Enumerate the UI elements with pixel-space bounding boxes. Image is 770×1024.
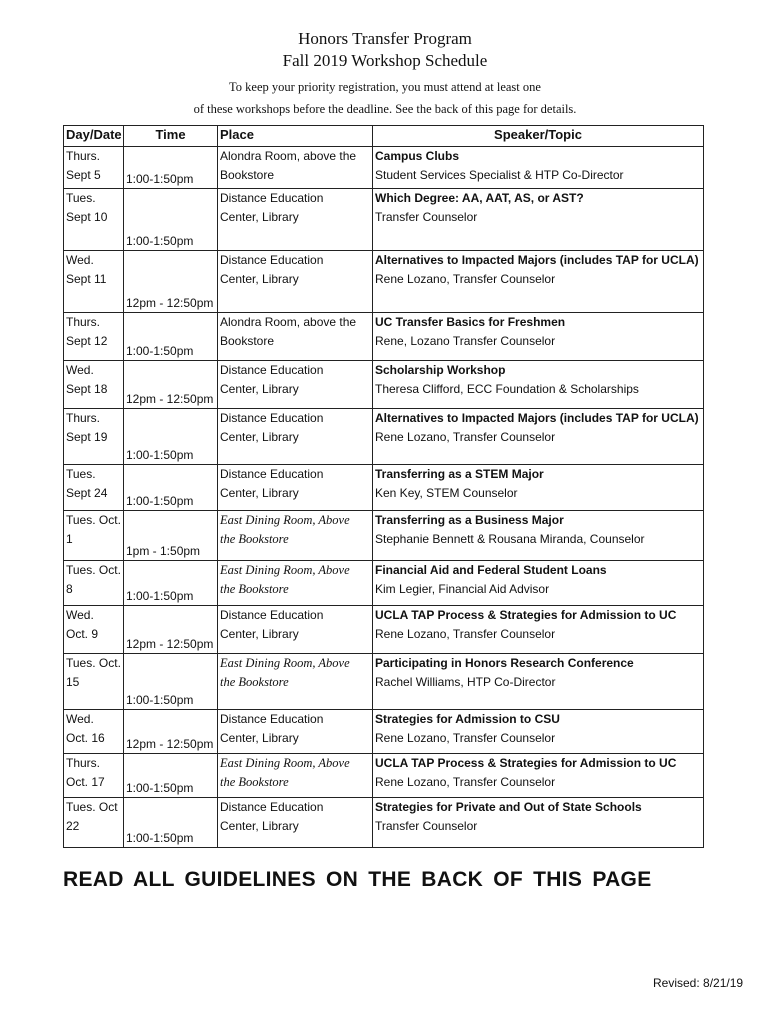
speaker-name: Stephanie Bennett & Rousana Miranda, Counselor bbox=[375, 531, 645, 546]
place-line: Alondra Room, above the bbox=[220, 149, 357, 163]
table-row bbox=[64, 409, 704, 465]
place-cell bbox=[218, 189, 373, 251]
time-cell: 12pm - 12:50pm bbox=[124, 606, 218, 654]
place-line: Distance Education bbox=[220, 363, 324, 377]
day-date-cell bbox=[64, 754, 124, 798]
place-line: Distance Education bbox=[220, 253, 324, 267]
place-line: Distance Education bbox=[220, 712, 324, 726]
place-cell bbox=[218, 361, 373, 409]
speaker-name: Rene Lozano, Transfer Counselor bbox=[375, 774, 556, 789]
place-line: Center, Library bbox=[220, 818, 299, 833]
place-line: Distance Education bbox=[220, 800, 324, 814]
place-line: Center, Library bbox=[220, 730, 299, 745]
table-row bbox=[64, 465, 704, 511]
speaker-topic-cell bbox=[373, 654, 704, 710]
day-date-line: 22 bbox=[66, 818, 80, 833]
day-date-line: Thurs. bbox=[66, 756, 101, 770]
place-line: the Bookstore bbox=[220, 581, 289, 596]
table-row bbox=[64, 251, 704, 313]
day-date-line: Oct. 17 bbox=[66, 774, 105, 789]
day-date-line: Tues. Oct bbox=[66, 800, 118, 814]
place-line: East Dining Room, Above bbox=[220, 563, 350, 577]
workshop-topic: UC Transfer Basics for Freshmen bbox=[375, 315, 566, 329]
place-line: East Dining Room, Above bbox=[220, 756, 350, 770]
workshop-topic: Strategies for Private and Out of State Schools bbox=[375, 800, 642, 814]
speaker-name: Rene Lozano, Transfer Counselor bbox=[375, 730, 556, 745]
time-cell: 1:00-1:50pm bbox=[124, 465, 218, 511]
speaker-name: Ken Key, STEM Counselor bbox=[375, 485, 518, 500]
place-line: Bookstore bbox=[220, 333, 275, 348]
speaker-topic-cell bbox=[373, 710, 704, 754]
day-date-line: 1 bbox=[66, 531, 73, 546]
day-date-line: Sept 11 bbox=[66, 271, 107, 286]
place-line: Alondra Room, above the bbox=[220, 315, 357, 329]
place-line: East Dining Room, Above bbox=[220, 513, 350, 527]
day-date-cell bbox=[64, 409, 124, 465]
speaker-name: Theresa Clifford, ECC Foundation & Scholarships bbox=[375, 381, 639, 396]
place-cell bbox=[218, 313, 373, 361]
day-date-line: Tues. Oct. bbox=[66, 563, 121, 577]
speaker-topic-cell bbox=[373, 465, 704, 511]
day-date-line: Oct. 9 bbox=[66, 626, 99, 641]
day-date-cell bbox=[64, 511, 124, 561]
place-line: Bookstore bbox=[220, 167, 275, 182]
program-title: Honors Transfer Program bbox=[298, 29, 472, 48]
table-row bbox=[64, 710, 704, 754]
workshop-topic: Transferring as a Business Major bbox=[375, 513, 564, 527]
table-row bbox=[64, 654, 704, 710]
place-line: Center, Library bbox=[220, 381, 299, 396]
day-date-cell bbox=[64, 561, 124, 606]
day-date-line: Sept 5 bbox=[66, 167, 101, 182]
place-line: Distance Education bbox=[220, 467, 324, 481]
time-cell: 1:00-1:50pm bbox=[124, 654, 218, 710]
speaker-topic-cell bbox=[373, 606, 704, 654]
table-row bbox=[64, 798, 704, 848]
workshop-topic: Scholarship Workshop bbox=[375, 363, 506, 377]
workshop-topic: UCLA TAP Process & Strategies for Admission to UC bbox=[375, 756, 677, 770]
speaker-topic-cell bbox=[373, 313, 704, 361]
speaker-topic-cell bbox=[373, 409, 704, 465]
place-cell bbox=[218, 561, 373, 606]
place-cell bbox=[218, 798, 373, 848]
speaker-name: Kim Legier, Financial Aid Advisor bbox=[375, 581, 550, 596]
place-cell bbox=[218, 465, 373, 511]
time-cell: 1:00-1:50pm bbox=[124, 189, 218, 251]
day-date-cell bbox=[64, 189, 124, 251]
schedule-title: Fall 2019 Workshop Schedule bbox=[282, 51, 488, 70]
speaker-topic-cell bbox=[373, 511, 704, 561]
workshop-schedule-table bbox=[63, 125, 704, 848]
speaker-name: Rachel Williams, HTP Co-Director bbox=[375, 674, 556, 689]
speaker-name: Transfer Counselor bbox=[375, 209, 478, 224]
time-cell: 12pm - 12:50pm bbox=[124, 710, 218, 754]
place-line: the Bookstore bbox=[220, 674, 289, 689]
speaker-name: Rene Lozano, Transfer Counselor bbox=[375, 271, 556, 286]
day-date-line: Thurs. bbox=[66, 411, 101, 425]
day-date-line: Wed. bbox=[66, 712, 94, 726]
day-date-cell bbox=[64, 654, 124, 710]
time-cell: 1pm - 1:50pm bbox=[124, 511, 218, 561]
place-line: the Bookstore bbox=[220, 531, 289, 546]
workshop-topic: Campus Clubs bbox=[375, 149, 460, 163]
document-header bbox=[0, 28, 770, 120]
time-cell: 1:00-1:50pm bbox=[124, 147, 218, 189]
time-cell: 1:00-1:50pm bbox=[124, 313, 218, 361]
table-header-row bbox=[64, 126, 704, 147]
workshop-topic: Financial Aid and Federal Student Loans bbox=[375, 563, 607, 577]
speaker-name: Student Services Specialist & HTP Co-Director bbox=[375, 167, 624, 182]
day-date-line: Tues. Oct. bbox=[66, 656, 121, 670]
place-line: Center, Library bbox=[220, 429, 299, 444]
day-date-cell bbox=[64, 798, 124, 848]
speaker-topic-cell bbox=[373, 189, 704, 251]
column-header-day: Day/Date bbox=[64, 126, 124, 147]
day-date-line: Sept 18 bbox=[66, 381, 108, 396]
day-date-cell bbox=[64, 147, 124, 189]
day-date-line: Wed. bbox=[66, 608, 94, 622]
day-date-line: Tues. bbox=[66, 467, 96, 481]
time-cell: 1:00-1:50pm bbox=[124, 409, 218, 465]
time-cell: 12pm - 12:50pm bbox=[124, 251, 218, 313]
place-line: East Dining Room, Above bbox=[220, 656, 350, 670]
table-row bbox=[64, 189, 704, 251]
workshop-topic: Which Degree: AA, AAT, AS, or AST? bbox=[375, 191, 584, 205]
revised-date: Revised: 8/21/19 bbox=[653, 976, 744, 990]
time-cell: 1:00-1:50pm bbox=[124, 561, 218, 606]
place-line: Center, Library bbox=[220, 209, 299, 224]
intro-note-line2: of these workshops before the deadline. See the back of this page for details. bbox=[193, 102, 577, 116]
place-cell bbox=[218, 147, 373, 189]
table-row bbox=[64, 147, 704, 189]
place-cell bbox=[218, 511, 373, 561]
speaker-topic-cell bbox=[373, 251, 704, 313]
day-date-line: 15 bbox=[66, 674, 80, 689]
day-date-line: Wed. bbox=[66, 253, 94, 267]
day-date-cell bbox=[64, 465, 124, 511]
speaker-topic-cell bbox=[373, 561, 704, 606]
place-cell bbox=[218, 754, 373, 798]
day-date-line: Sept 24 bbox=[66, 485, 108, 500]
intro-note-line1: To keep your priority registration, you must attend at least one bbox=[229, 80, 541, 94]
table-row bbox=[64, 754, 704, 798]
day-date-line: Thurs. bbox=[66, 149, 101, 163]
place-line: Center, Library bbox=[220, 626, 299, 641]
guidelines-notice: READ ALL GUIDELINES ON THE BACK OF THIS PAGE bbox=[63, 868, 652, 891]
speaker-topic-cell bbox=[373, 147, 704, 189]
speaker-name: Rene Lozano, Transfer Counselor bbox=[375, 429, 556, 444]
day-date-line: Sept 19 bbox=[66, 429, 108, 444]
place-cell bbox=[218, 409, 373, 465]
day-date-cell bbox=[64, 361, 124, 409]
workshop-topic: Participating in Honors Research Conference bbox=[375, 656, 634, 670]
place-line: Distance Education bbox=[220, 608, 324, 622]
column-header-place: Place bbox=[218, 126, 373, 147]
place-line: Distance Education bbox=[220, 411, 324, 425]
day-date-cell bbox=[64, 710, 124, 754]
day-date-cell bbox=[64, 606, 124, 654]
speaker-name: Rene Lozano, Transfer Counselor bbox=[375, 626, 556, 641]
place-cell bbox=[218, 710, 373, 754]
table-row bbox=[64, 313, 704, 361]
place-line: Distance Education bbox=[220, 191, 324, 205]
schedule-body bbox=[64, 147, 704, 848]
speaker-topic-cell bbox=[373, 361, 704, 409]
workshop-topic: UCLA TAP Process & Strategies for Admission to UC bbox=[375, 608, 677, 622]
workshop-topic: Alternatives to Impacted Majors (includes TAP for UCLA) bbox=[375, 253, 699, 267]
column-header-time: Time bbox=[124, 126, 218, 147]
table-row bbox=[64, 361, 704, 409]
time-cell: 1:00-1:50pm bbox=[124, 798, 218, 848]
workshop-topic: Strategies for Admission to CSU bbox=[375, 712, 560, 726]
day-date-cell bbox=[64, 251, 124, 313]
day-date-cell bbox=[64, 313, 124, 361]
day-date-line: Tues. bbox=[66, 191, 96, 205]
workshop-topic: Alternatives to Impacted Majors (includes TAP for UCLA) bbox=[375, 411, 699, 425]
day-date-line: Thurs. bbox=[66, 315, 101, 329]
place-cell bbox=[218, 606, 373, 654]
speaker-topic-cell bbox=[373, 754, 704, 798]
day-date-line: Sept 12 bbox=[66, 333, 108, 348]
place-cell bbox=[218, 654, 373, 710]
place-line: the Bookstore bbox=[220, 774, 289, 789]
table-row bbox=[64, 561, 704, 606]
place-line: Center, Library bbox=[220, 271, 299, 286]
day-date-line: Tues. Oct. bbox=[66, 513, 121, 527]
workshop-topic: Transferring as a STEM Major bbox=[375, 467, 544, 481]
speaker-name: Transfer Counselor bbox=[375, 818, 478, 833]
speaker-topic-cell bbox=[373, 798, 704, 848]
day-date-line: 8 bbox=[66, 581, 73, 596]
table-row bbox=[64, 606, 704, 654]
column-header-topic: Speaker/Topic bbox=[373, 126, 704, 147]
table-row bbox=[64, 511, 704, 561]
day-date-line: Sept 10 bbox=[66, 209, 108, 224]
place-cell bbox=[218, 251, 373, 313]
time-cell: 1:00-1:50pm bbox=[124, 754, 218, 798]
day-date-line: Oct. 16 bbox=[66, 730, 105, 745]
speaker-name: Rene, Lozano Transfer Counselor bbox=[375, 333, 556, 348]
day-date-line: Wed. bbox=[66, 363, 94, 377]
time-cell: 12pm - 12:50pm bbox=[124, 361, 218, 409]
place-line: Center, Library bbox=[220, 485, 299, 500]
